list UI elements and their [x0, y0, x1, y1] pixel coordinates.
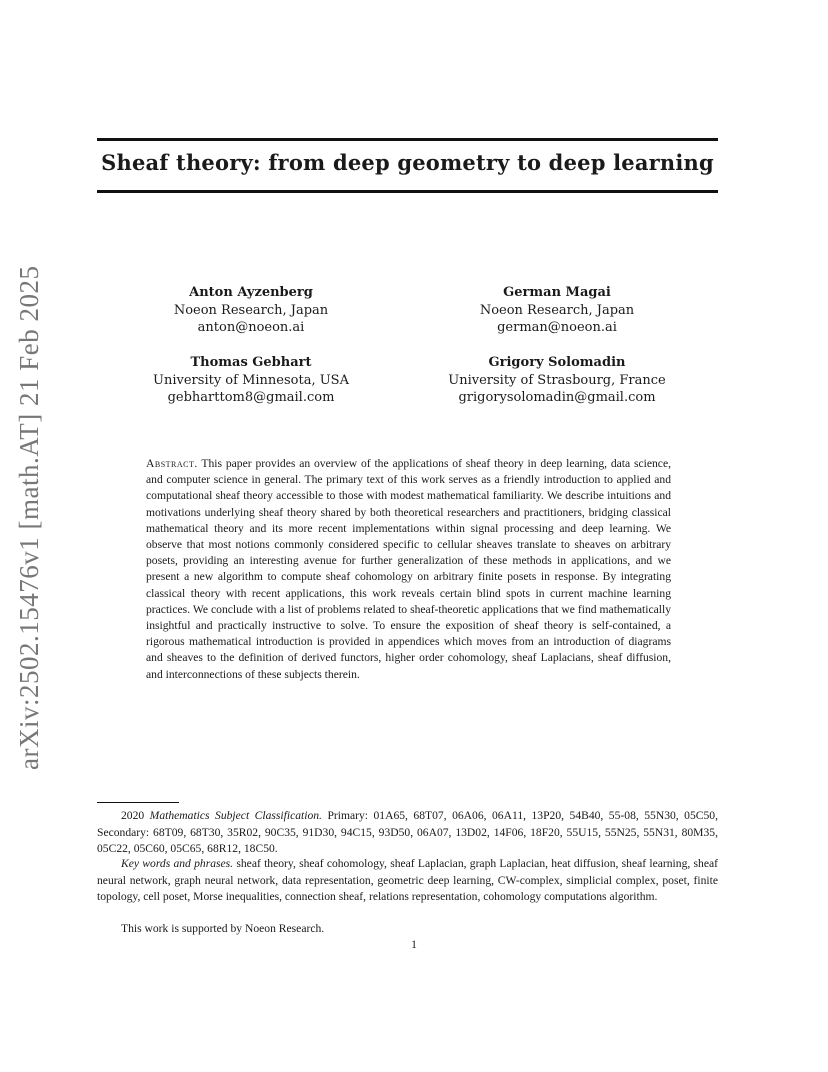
- author-email: german@noeon.ai: [497, 320, 617, 335]
- footnote-keywords: [97, 856, 718, 906]
- title-top-rule: [97, 138, 718, 141]
- author-name: Anton Ayzenberg: [189, 285, 313, 300]
- author-email: grigorysolomadin@gmail.com: [458, 390, 656, 405]
- author-block: [417, 354, 697, 407]
- author-block: [111, 354, 391, 407]
- support-text: This work is supported by Noeon Research.: [121, 922, 325, 935]
- abstract: [146, 456, 671, 683]
- author-affiliation: University of Minnesota, USA: [153, 372, 349, 388]
- msc-year: 2020: [121, 809, 145, 822]
- author-block: [417, 284, 697, 337]
- paper-title: Sheaf theory: from deep geometry to deep learning: [101, 150, 714, 175]
- msc-text: Primary: 01A65, 68T07, 06A06, 06A11, 13P20, 54B40, 55-08, 55N30, 05C50, Secondary: 68T09, 68T30, 35R02, 90C35, 91D30, 94C15, 93D50, 06A07, 13D02, 14F06, 18F20, 55U15, 55N25, 55N31, 80M35, 05C22, 05C60, 05C65, 68R12, 18C50.: [97, 809, 718, 855]
- abstract-text: This paper provides an overview of the applications of sheaf theory in deep learning, data science, and computer science in general. The primary text of this work serves as a friendly introduction to applied and computational sheaf theory accessible to those with modest mathematical familiarity. We describe intuitions and motivations underlying sheaf theory shared by both theoretical researchers and practitioners, bridging classical mathematical theory and its more recent implementations within signal processing and deep learning. We observe that most notions commonly considered specific to cellular sheaves translate to sheaves on arbitrary posets, providing an interesting avenue for further generalization of these methods in applications, and we present a new algorithm to compute sheaf cohomology on arbitrary finite posets in response. By integrating classical theory with recent applications, this work reveals certain blind spots in current machine learning practices. We conclude with a list of problems related to sheaf-theoretic applications that we find mathematically insightful and practically instructive to solve. To ensure the exposition of sheaf theory is self-contained, a rigorous mathematical introduction is provided in appendices which moves from an introduction of diagrams and sheaves to the definition of derived functors, higher order cohomology, sheaf Laplacians, sheaf diffusion, and interconnections of these subjects therein.: [146, 457, 671, 681]
- author-name: Grigory Solomadin: [488, 355, 626, 370]
- author-block: [111, 284, 391, 337]
- author-email: anton@noeon.ai: [197, 320, 305, 335]
- msc-label: Mathematics Subject Classification.: [149, 809, 322, 822]
- title-bottom-rule: [97, 190, 718, 193]
- arxiv-identifier-stamp: arXiv:2502.15476v1 [math.AT] 21 Feb 2025: [14, 265, 44, 770]
- author-name: German Magai: [503, 285, 611, 300]
- page-number: 1: [411, 938, 417, 951]
- keywords-text: sheaf theory, sheaf cohomology, sheaf Laplacian, graph Laplacian, heat diffusion, sheaf learning, sheaf neural network, graph neural network, data representation, geometric deep learning, CW-complex, simplicial complex, poset, finite topology, cell poset, Morse inequalities, connection sheaf, relations representation, cohomology computations algorithm.: [97, 857, 718, 903]
- footnote-rule: [97, 802, 179, 803]
- author-email: gebharttom8@gmail.com: [167, 390, 335, 405]
- keywords-label: Key words and phrases.: [121, 857, 234, 870]
- author-affiliation: Noeon Research, Japan: [173, 302, 329, 318]
- author-affiliation: University of Strasbourg, France: [448, 372, 666, 388]
- abstract-label: Abstract.: [146, 457, 198, 470]
- author-name: Thomas Gebhart: [190, 355, 312, 370]
- footnote-support: [97, 921, 718, 938]
- footnote-msc: [97, 808, 718, 858]
- author-affiliation: Noeon Research, Japan: [479, 302, 635, 318]
